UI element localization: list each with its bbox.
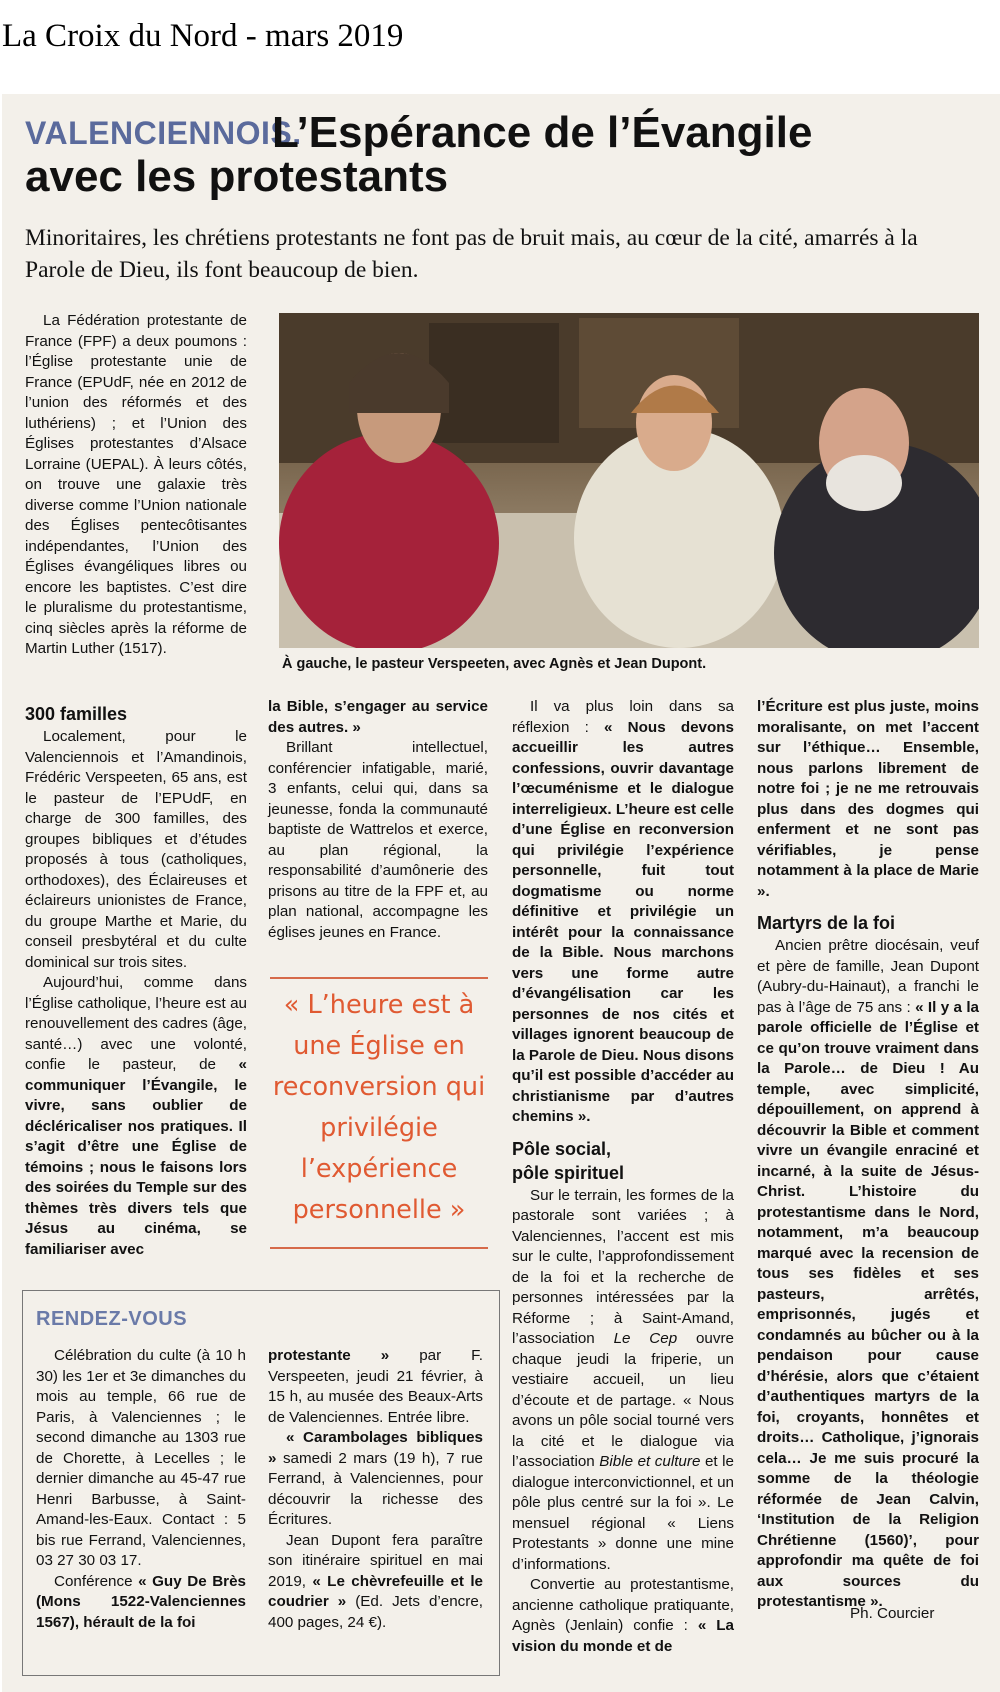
source-line: La Croix du Nord - mars 2019 [2, 18, 404, 54]
photo-illustration [279, 313, 979, 648]
article-column-1 [25, 697, 247, 1260]
paragraph: Localement, pour le Valenciennois et l’Amandinois, Frédéric Verspeeten, 65 ans, est le pasteur de l’EPUdF, en charge de 300 familles, des groupes bibliques et d’études proposés à tous (catholiques, orthodoxes), des Éclaireuses et éclaireurs unionistes de France, du groupe Marthe et Marie, du conseil presbytéral et du culte dominical sur trois sites. [25, 728, 247, 971]
subhead-300-familles: 300 familles [25, 704, 128, 724]
paragraph [36, 1572, 246, 1634]
article-column-2 [268, 697, 488, 943]
subhead-martyrs: Martyrs de la foi [757, 913, 896, 933]
paragraph [512, 1186, 734, 1576]
paragraph [268, 1428, 483, 1531]
text-run: par F. Verspeeten, jeudi 21 février, à 15 h, au musée des Beaux-Arts de Valenciennes. Entrée libre. [268, 1347, 483, 1426]
headline-line-2: avec les protestants [25, 152, 449, 201]
text-run: Jean Dupont fera paraître son itinéraire spirituel en mai 2019, [268, 1531, 483, 1590]
bold-run: « Guy De Brès (Mons 1522-Valenciennes 1567), hérault de la foi [36, 1572, 246, 1631]
article-lead: Minoritaires, les chrétiens protestants ne font pas de bruit mais, au cœur de la cité, amarrés à la Parole de Dieu, ils font beaucoup de bien. [25, 225, 918, 283]
paragraph [757, 936, 979, 1613]
text-run: Sur le terrain, les formes de la pastorale sont variées ; à Valenciennes, l’accent est mis sur le culte, l’approfondissement de la foi et la recherche de personnes intéressées par la Réforme ; à Saint-Amand, l’association [512, 1186, 734, 1347]
italic-run: Le Cep [613, 1330, 678, 1347]
intro-column [25, 311, 247, 660]
text-run: samedi 2 mars (19 h), 7 rue Ferrand, à Valenciennes, pour découvrir la richesse des Écritures. [268, 1449, 483, 1528]
text-run: et le dialogue interconvictionnel, et un pôle plus centré sur la foi ». Le mensuel régional « Liens Protestants » donne une mine d’informations. [512, 1453, 734, 1573]
text-run: Ancien prêtre diocésain, veuf et père de famille, Jean Dupont (Aubry-du-Hainaut), a franchi le pas à l’âge de 75 ans : [757, 937, 979, 1016]
pull-quote: « L’heure est à une Église en reconversion qui privilégie l’expérience personnelle » [270, 977, 488, 1249]
rendezvous-title: RENDEZ-VOUS [36, 1308, 188, 1330]
bold-run: protestante » [268, 1347, 390, 1364]
text-run: Conférence [54, 1572, 133, 1590]
paragraph [512, 1575, 734, 1657]
bold-run: « Carambolages bibliques » [268, 1429, 483, 1467]
text-run: Convertie au protestantisme, ancienne catholique pratiquante, Agnès (Jenlain) confie : [512, 1576, 734, 1634]
rendezvous-column-2 [268, 1346, 483, 1633]
italic-run: Bible et culture [599, 1453, 701, 1470]
quote-run: « La vision du monde et de [512, 1617, 734, 1655]
quote-run: l’Écriture est plus juste, moins moralisante, on met l’accent sur l’éthique… Ensemble, nous parlons librement de notre foi ; je ne me retrouvais plus dans des dogmes qui enferment et ne sont pas vérifiables, je pense notamment à la place de Marie ». [757, 698, 979, 900]
paragraph [25, 973, 247, 1260]
paragraph [512, 697, 734, 1128]
headline-line-1: L’Espérance de l’Évangile [272, 108, 813, 157]
subhead-pole-social: Pôle social, [512, 1138, 612, 1159]
article-column-4 [757, 697, 979, 1613]
paragraph: Brillant intellectuel, conférencier infatigable, marié, 3 enfants, celui qui, dans sa jeunesse, fonda la communauté baptiste de Wattrelos et exerce, au plan régional, la responsabilité d’aumônerie des prisons au titre de la FPF et, au plan national, accompagne les églises jeunes en France. [268, 739, 488, 941]
paragraph [268, 1346, 483, 1428]
article-photo [279, 313, 979, 648]
quote-run: « communiquer l’Évangile, le vivre, sans oublier de décléricaliser nos pratiques. Il s’agit d’être une Église de témoins ; nous le faisons lors des soirées du Temple sur des thèmes très divers tels que Jésus au cinéma, se familiariser avec [25, 1056, 247, 1258]
rendezvous-column-1 [36, 1346, 246, 1633]
text-run: Aujourd’hui, comme dans l’Église catholique, l’heure est au renouvellement des cadres (âge, santé…) avec une volonté, confie le pasteur, de [25, 974, 247, 1073]
paragraph [268, 1531, 483, 1634]
quote-run: « Il y a la parole officielle de l’Église et ce qu’on trouve vraiment dans la Parole… de Dieu ! Au temple, avec simplicité, dépouillement, on apprend à découvrir la Bible et comment vivre un évangile enraciné et incarné, à la suite de Jésus-Christ. L’histoire du protestantisme dans le Nord, notamment, m’a beaucoup marqué avec la recension de tous ses fidèles et ses pasteurs, arrêtés, emprisonnés, jugés et condamnés au bûcher ou à la pendaison pour cause d’hérésie, alors que c’étaient d’authentiques martyrs de la foi, croyants, honnêtes et droits… Catholique, j’ignorais cela… Je me suis procuré la somme de la théologie réformée de Jean Calvin, ‘Institution de la Religion Chrétienne (1560)’, pour approfondir ma quête de foi aux sources du protestantisme ». [757, 998, 979, 1610]
text-run: Il va plus loin dans sa réflexion : [512, 698, 734, 736]
bold-run: « Le chèvrefeuille et le coudrier » [268, 1572, 483, 1610]
intro-paragraph: La Fédération protestante de France (FPF) a deux poumons : l’Église protestante unie de France (EPUdF, née en 2012 de l’union des réformés et des luthériens) ; et l’Union des Églises protestantes d’Alsace Lorraine (UEPAL). À leurs côtés, on trouve une galaxie très diverse comme l’Union nationale des Églises pentecôtisantes indépendantes, l’Union des Églises évangéliques libres ou encore les baptistes. C’est dire le pluralisme du protestantisme, cinq siècles après la réforme de Martin Luther (1517). [25, 312, 247, 657]
paragraph: Célébration du culte (à 10 h 30) les 1er et 3e dimanches du mois au temple, 66 rue de Paris, à Valenciennes ; le second dimanche au 1303 rue de Chorette, à Lecelles ; le dernier dimanche au 45-47 rue Henri Barbusse, à Saint-Amand-les-Eaux. Contact : 5 bis rue Ferrand, Valenciennes, 03 27 30 03 17. [36, 1347, 246, 1569]
text-run: ouvre chaque jeudi la friperie, un vestiaire accueil, un lieu d’écoute et de partage. « Nous avons un pôle social tourné vers la cité et le dialogue via l’association [512, 1330, 734, 1470]
photo-caption: À gauche, le pasteur Verspeeten, avec Agnès et Jean Dupont. [282, 656, 707, 672]
article-kicker: VALENCIENNOIS. [25, 115, 302, 151]
article-column-3 [512, 697, 734, 1657]
quote-run: la Bible, s’engager au service des autres. » [268, 698, 488, 736]
text-run: (Ed. Jets d’encre, 400 pages, 24 €). [268, 1593, 483, 1631]
author-signature: Ph. Courcier [850, 1605, 935, 1622]
subhead-pole-spirituel: pôle spirituel [512, 1162, 625, 1183]
quote-run: « Nous devons accueillir les autres confessions, ouvrir davantage l’œcuménisme et le dialogue interreligieux. L’heure est celle d’une Église en reconversion qui privilégie l’expérience personnelle, fuit tout dogmatisme ou norme définitive et privilégie un intérêt pour la connaissance de la Bible. Nous marchons vers une forme autre d’évangélisation car les personnes de nos cités et villages ignorent beaucoup de la Parole de Dieu. Nous disons qu’il est possible d’accéder au christianisme par d’autres chemins ». [512, 718, 734, 1125]
